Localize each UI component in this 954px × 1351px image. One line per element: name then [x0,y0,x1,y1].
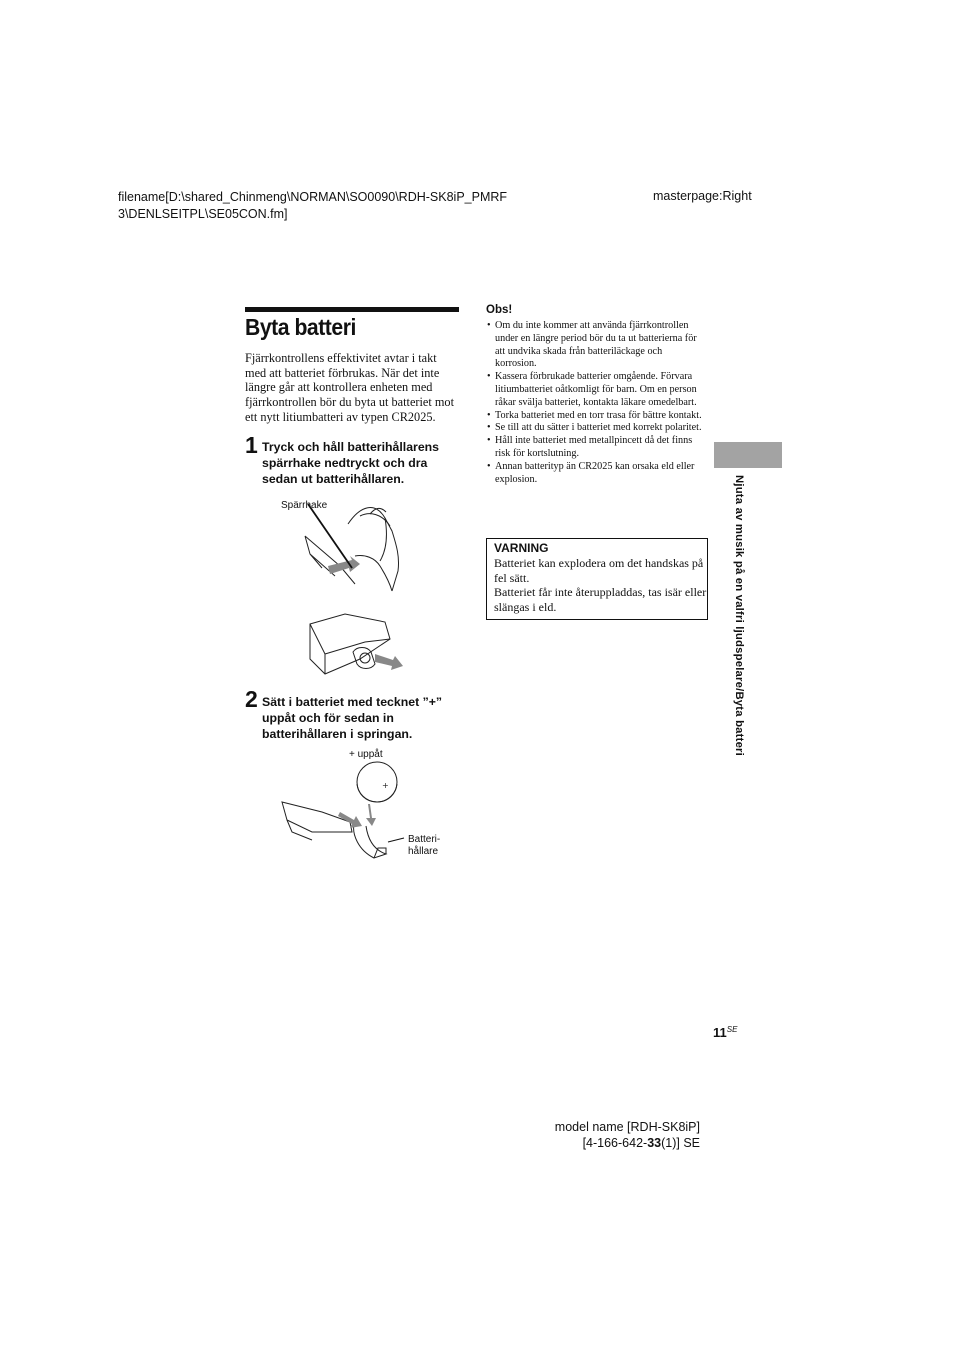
label-batterihallare-line1: Batteri- [408,834,441,845]
warning-line-2: Batteriet får inte återuppladdas, tas isär eller slängas i eld. [494,585,707,614]
note-item: • Håll inte batteriet med metallpincett då det finns risk för kortslutning. [486,435,702,461]
page-number-value: 11 [713,1025,727,1040]
page-number-suffix: SE [726,1025,738,1034]
label-uppat: + uppåt [349,749,383,760]
note-item: • Annan batterityp än CR2025 kan orsaka eld eller explosion. [486,461,702,487]
header-filename [118,189,507,223]
note-item: • Om du inte kommer att använda fjärrkontrollen under en längre period bör du ta ut batterierna för att undvika skada från batteriläckage och korrosion. [486,320,702,371]
page-number [713,1025,737,1040]
notes-title: Obs! [486,304,513,316]
header-filename-line1: filename[D:\shared_Chinmeng\NORMAN\SO0090\RDH-SK8iP_PMRF [118,190,508,204]
footer-model-code-pre: [4-166-642- [582,1136,648,1150]
section-title: Byta batteri [245,314,356,340]
step-1-text: Tryck och håll batterihållarens spärrhake nedtryckt och dra sedan ut batterihållaren. [262,440,440,486]
warning-box [486,538,708,620]
header-filename-line2: 3\DENLSEITPL\SE05CON.fm] [118,207,288,221]
notes-list [486,320,702,486]
warning-title: VARNING [494,541,549,555]
footer-model-line1: model name [RDH-SK8iP] [554,1120,700,1134]
figure-insert-battery [282,762,412,862]
intro-paragraph: Fjärrkontrollens effektivitet avtar i takt med att batteriet förbrukas. När det inte längre går att kontrollera enheten med fjärrkontrollen bör du byta ut batteriet mot ett nytt litiumbatteri av typen CR2025. [245,351,454,424]
footer-model [520,1119,700,1151]
header-masterpage: masterpage:Right [653,189,752,203]
title-rule [245,307,459,312]
footer-model-line2 [520,1135,700,1151]
step-2-number: 2 [245,686,258,712]
figure-pull-holder [305,614,415,679]
label-batterihallare-line2: hållare [408,846,439,857]
step-2-text: Sätt i batteriet med tecknet ”+” uppåt och för sedan in batterihållaren i springan. [262,695,443,741]
label-sparrhake: Spärrhake [281,500,328,511]
plus-sign: + [382,781,389,790]
warning-line-1: Batteriet kan explodera om det handskas på fel sätt. [494,556,704,585]
step-1-number: 1 [245,432,258,458]
side-tab-text: Njuta av musik på en valfri ljudspelare/Byta batteri [733,475,745,756]
footer-model-code-post: (1)] SE [661,1136,700,1150]
label-batterihallare [408,834,440,858]
footer-model-code-bold: 33 [647,1136,662,1150]
side-tab-marker [714,442,782,468]
note-item: • Torka batteriet med en torr trasa för bättre kontakt. [486,410,702,423]
note-item: • Kassera förbrukade batterier omgående. Förvara litiumbatteriet oåtkomligt för barn. Om en person råkar svälja batteriet, kontakta läkare omedelbart. [486,371,702,409]
note-item: • Se till att du sätter i batteriet med korrekt polaritet. [486,422,702,435]
